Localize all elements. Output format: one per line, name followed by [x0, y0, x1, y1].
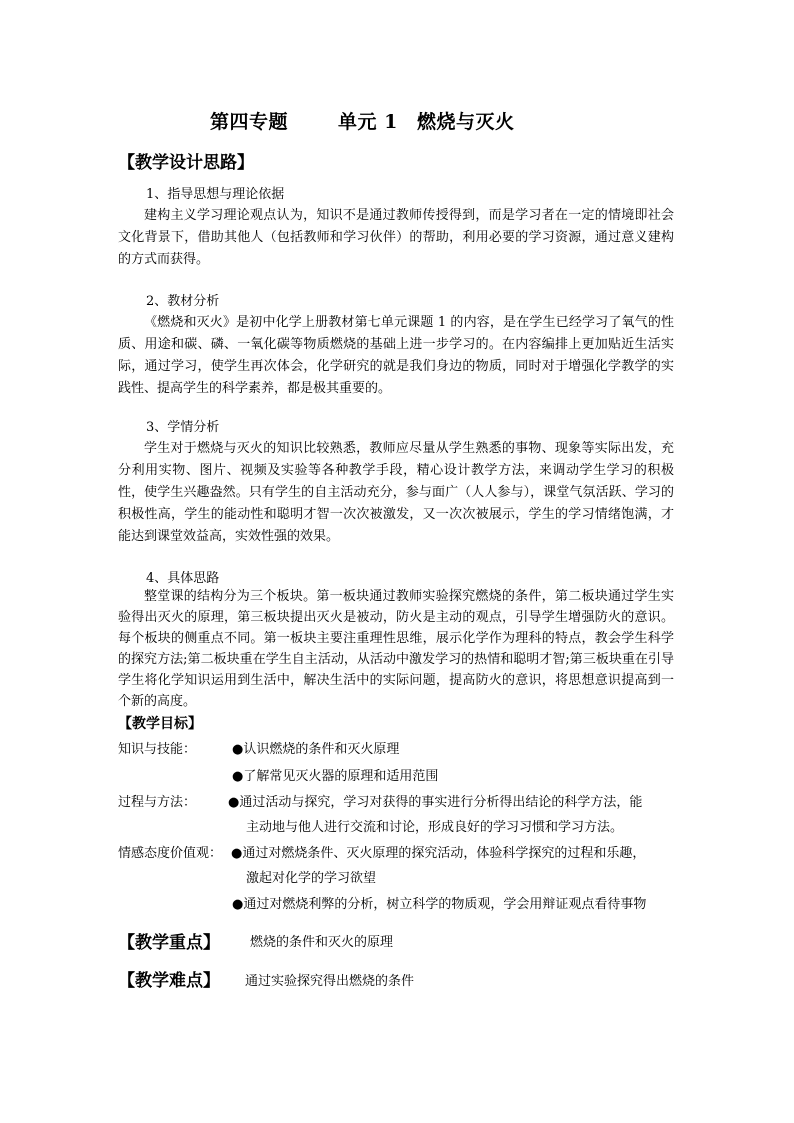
objectives-process-label: 过程与方法：	[118, 795, 197, 810]
objectives-knowledge-item-1: ●认识燃烧的条件和灭火原理	[232, 742, 400, 757]
design-s2-title: 2、教材分析	[146, 294, 220, 309]
objectives-emotion-item-1-cont: 激起对化学的学习欲望	[246, 871, 377, 886]
difficulty-heading: 【教学难点】	[118, 971, 220, 991]
objectives-heading: 【教学目标】	[118, 716, 202, 732]
design-s4-title: 4、具体思路	[146, 571, 220, 586]
doc-title-topic: 第四专题	[210, 111, 289, 133]
design-s3-title: 3、学情分析	[146, 420, 220, 435]
objectives-emotion-item-1: ●通过对燃烧条件、灭火原理的探究活动，体验科学探究的过程和乐趣，	[231, 846, 646, 861]
design-s4-text: 整堂课的结构分为三个板块。第一板块通过教师实验探究燃烧的条件，第二板块通过学生实验得出灭火的原理，第三板块提出灭火是被动，防火是主动的观点，引导学生增强防火的意识。每个板块的侧重点不同。第一板块主要注重理性思维，展示化学作为理科的特点，教会学生科学的探究方法;第二板块重在学生自主活动，从活动中激发学习的热情和聪明才智;第三板块重在引导学生将化学知识运用到生活中，解决生活中的实际问题，提高防火的意识，将思想意识提高到一个新的高度。	[118, 589, 674, 709]
focus-text: 燃烧的条件和灭火的原理	[250, 935, 394, 950]
objectives-process-item-1-cont: 主动地与他人进行交流和讨论，形成良好的学习习惯和学习方法。	[246, 820, 624, 835]
design-heading: 【教学设计思路】	[118, 153, 254, 173]
focus-heading: 【教学重点】	[118, 933, 220, 953]
objectives-emotion-item-2: ●通过对燃烧利弊的分析，树立科学的物质观，学会用辩证观点看待事物	[232, 897, 647, 912]
design-s3-text: 学生对于燃烧与灭火的知识比较熟悉，教师应尽量从学生熟悉的事物、现象等实际出发，充分利用实物、图片、视频及实验等各种教学手段，精心设计教学方法，来调动学生学习的积极性，使学生兴趣盎然。只有学生的自主活动充分，参与面广（人人参与），课堂气氛活跃、学习的积极性高，学生的能动性和聪明才智一次次被激发，又一次次被展示，学生的学习情绪饱满，才能达到课堂效益高，实效性强的效果。	[118, 441, 674, 544]
design-s1-text: 建构主义学习理论观点认为，知识不是通过教师传授得到，而是学习者在一定的情境即社会文化背景下，借助其他人（包括教师和学习伙伴）的帮助，利用必要的学习资源，通过意义建构的方式而获得。	[118, 208, 674, 267]
objectives-emotion-label: 情感态度价值观：	[118, 846, 223, 861]
objectives-knowledge-item-2: ●了解常见灭火器的原理和适用范围	[232, 769, 439, 784]
design-s2-text: 《燃烧和灭火》是初中化学上册教材第七单元课题 1 的内容，是在学生已经学习了氧气的性质、用途和碳、磷、一氧化碳等物质燃烧的基础上进一步学习的。在内容编排上更加贴近生活实际，通过学习，使学生再次体会，化学研究的就是我们身边的物质，同时对于增强化学教学的实践性、提高学生的科学素养，都是极其重要的。	[118, 315, 674, 396]
objectives-knowledge-label: 知识与技能：	[118, 742, 197, 757]
objectives-process-item-1: ●通过活动与探究，学习对获得的事实进行分析得出结论的科学方法，能	[228, 795, 643, 810]
design-s1-title: 1、指导思想与理论依据	[146, 187, 285, 202]
difficulty-text: 通过实验探究得出燃烧的条件	[245, 974, 415, 989]
doc-title-unit: 单元 1	[338, 111, 398, 133]
doc-title-main: 燃烧与灭火	[417, 111, 515, 133]
